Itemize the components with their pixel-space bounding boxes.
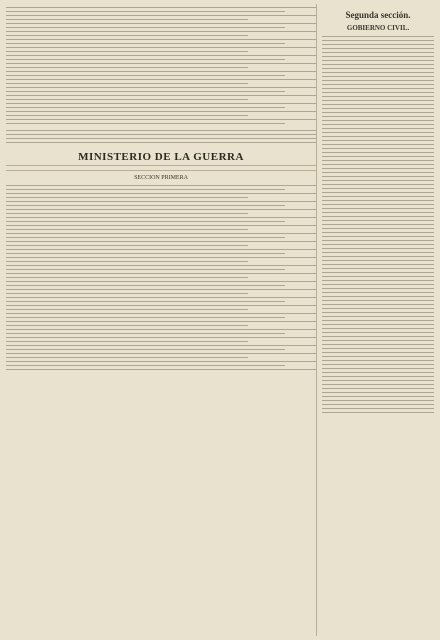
disposition-paragraph [6,130,316,143]
section-heading: SECCION PRIMERA [134,175,188,181]
right-gov-heading: GOBIERNO CIVIL. [346,24,410,32]
budget-table-top [6,7,316,124]
ministry-heading: MINISTERIO DE LA GUERRA [78,151,244,163]
column-divider [316,4,317,636]
budget-table-main [6,185,316,370]
right-column-text [322,36,434,413]
table-column-headers [6,165,316,171]
right-column [322,4,434,636]
right-section-heading: Segunda sección. [345,10,411,20]
left-column [6,4,316,636]
